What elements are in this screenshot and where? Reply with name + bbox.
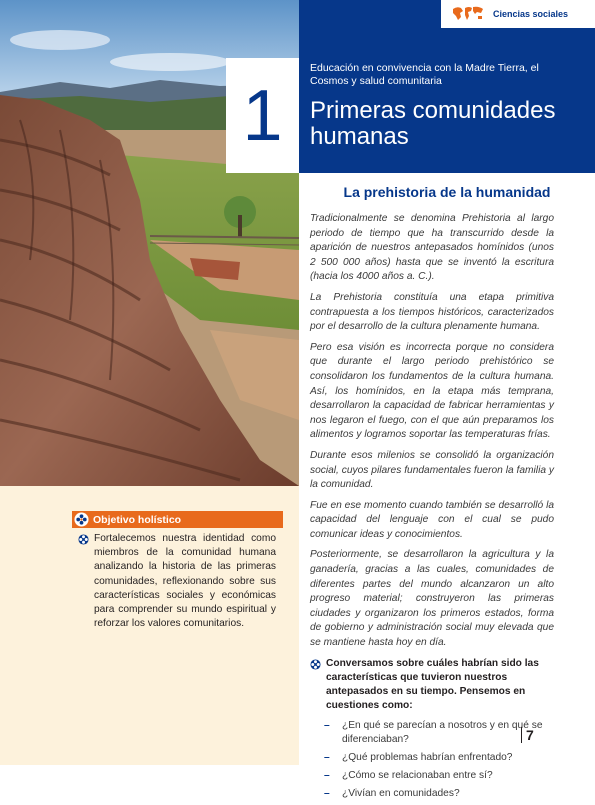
paragraph: La Prehistoria constituía una etapa primitiva contrapuesta a los tiempos históricos, caracterizados por el desarrollo de la cultura plenamente humana. <box>310 291 554 333</box>
unit-number-box <box>226 58 299 173</box>
discussion-prompt-text: Conversamos sobre cuáles habrían sido las características que tuvieron nuestros antepasados en su tiempo. Pensemos en cuestiones como: <box>326 657 539 711</box>
objective-body <box>78 532 276 631</box>
paragraph: Durante esos milenios se consolidó la organización social, cuyos pilares fundamentales fueron la familia y la comunidad. <box>310 449 554 491</box>
question-list <box>324 719 554 801</box>
flower-bullet-icon <box>78 534 89 545</box>
paragraph: Tradicionalmente se denomina Prehistoria al largo periodo de tiempo que ha transcurrido desde la aparición de nuestros antepasados homínidos (unos 2 500 000 años) hasta que se inventó la escritura (hacia los 4000 años a. C.). <box>310 213 554 283</box>
world-map-icon <box>451 5 485 23</box>
section-title: La prehistoria de la humanidad <box>343 184 551 200</box>
unit-number: 1 <box>242 75 283 156</box>
flower-bullet-icon <box>310 659 321 670</box>
page-number: 7 <box>521 727 534 743</box>
discussion-prompt <box>310 657 554 713</box>
unit-header <box>299 0 595 173</box>
paragraph: Posteriormente, se desarrollaron la agricultura y la ganadería, gracias a las cuales, comunidades de diferentes partes del mundo alcanzaron un alto progreso material; construyeron las primeras ciudades y organizaron los primeros estados, forma de gobierno y administración social muy elevada que se mantiene hasta hoy en día. <box>310 549 554 649</box>
objective-title: Objetivo holístico <box>93 513 182 526</box>
list-item: – ¿Vivían en comunidades? <box>324 787 460 799</box>
paragraph: Pero esa visión es incorrecta porque no considera que durante el largo periodo prehistórico se consolidaron los fundamentos de la cultura humana. Así, los homínidos, en la etapa más temprana, desarrollaron la capacidad de fabricar herramientas y nos legaron el fuego, con el que aún preparamos los alimentos y logramos soportar las temperaturas frías. <box>310 341 554 441</box>
list-item: – ¿Qué problemas habrían enfrentado? <box>324 751 513 763</box>
unit-subtitle: Educación en convivencia con la Madre Tierra, el Cosmos y salud comunitaria <box>310 62 539 87</box>
list-item: – ¿Cómo se relacionaban entre sí? <box>324 769 493 781</box>
section-body <box>310 212 554 805</box>
unit-title: Primeras comunidades humanas <box>310 97 556 150</box>
paragraph: Fue en ese momento cuando también se desarrolló la capacidad del lenguaje con el cual se pudo comunicar ideas y conocimientos. <box>310 499 554 540</box>
subject-tab <box>441 0 595 28</box>
flower-badge-icon <box>74 512 89 527</box>
list-item: – ¿En qué se parecían a nosotros y en qué se diferenciaban? <box>324 719 543 745</box>
subject-label: Ciencias sociales <box>493 9 569 19</box>
objective-header <box>72 511 283 528</box>
objective-text: Fortalecemos nuestra identidad como miembros de la comunidad humana analizando la historia de las primeras comunidades, reflexionando sobre sus características sociales y económicas para comprender su mundo espiritual y reforzar los valores comunitarios. <box>94 533 276 630</box>
